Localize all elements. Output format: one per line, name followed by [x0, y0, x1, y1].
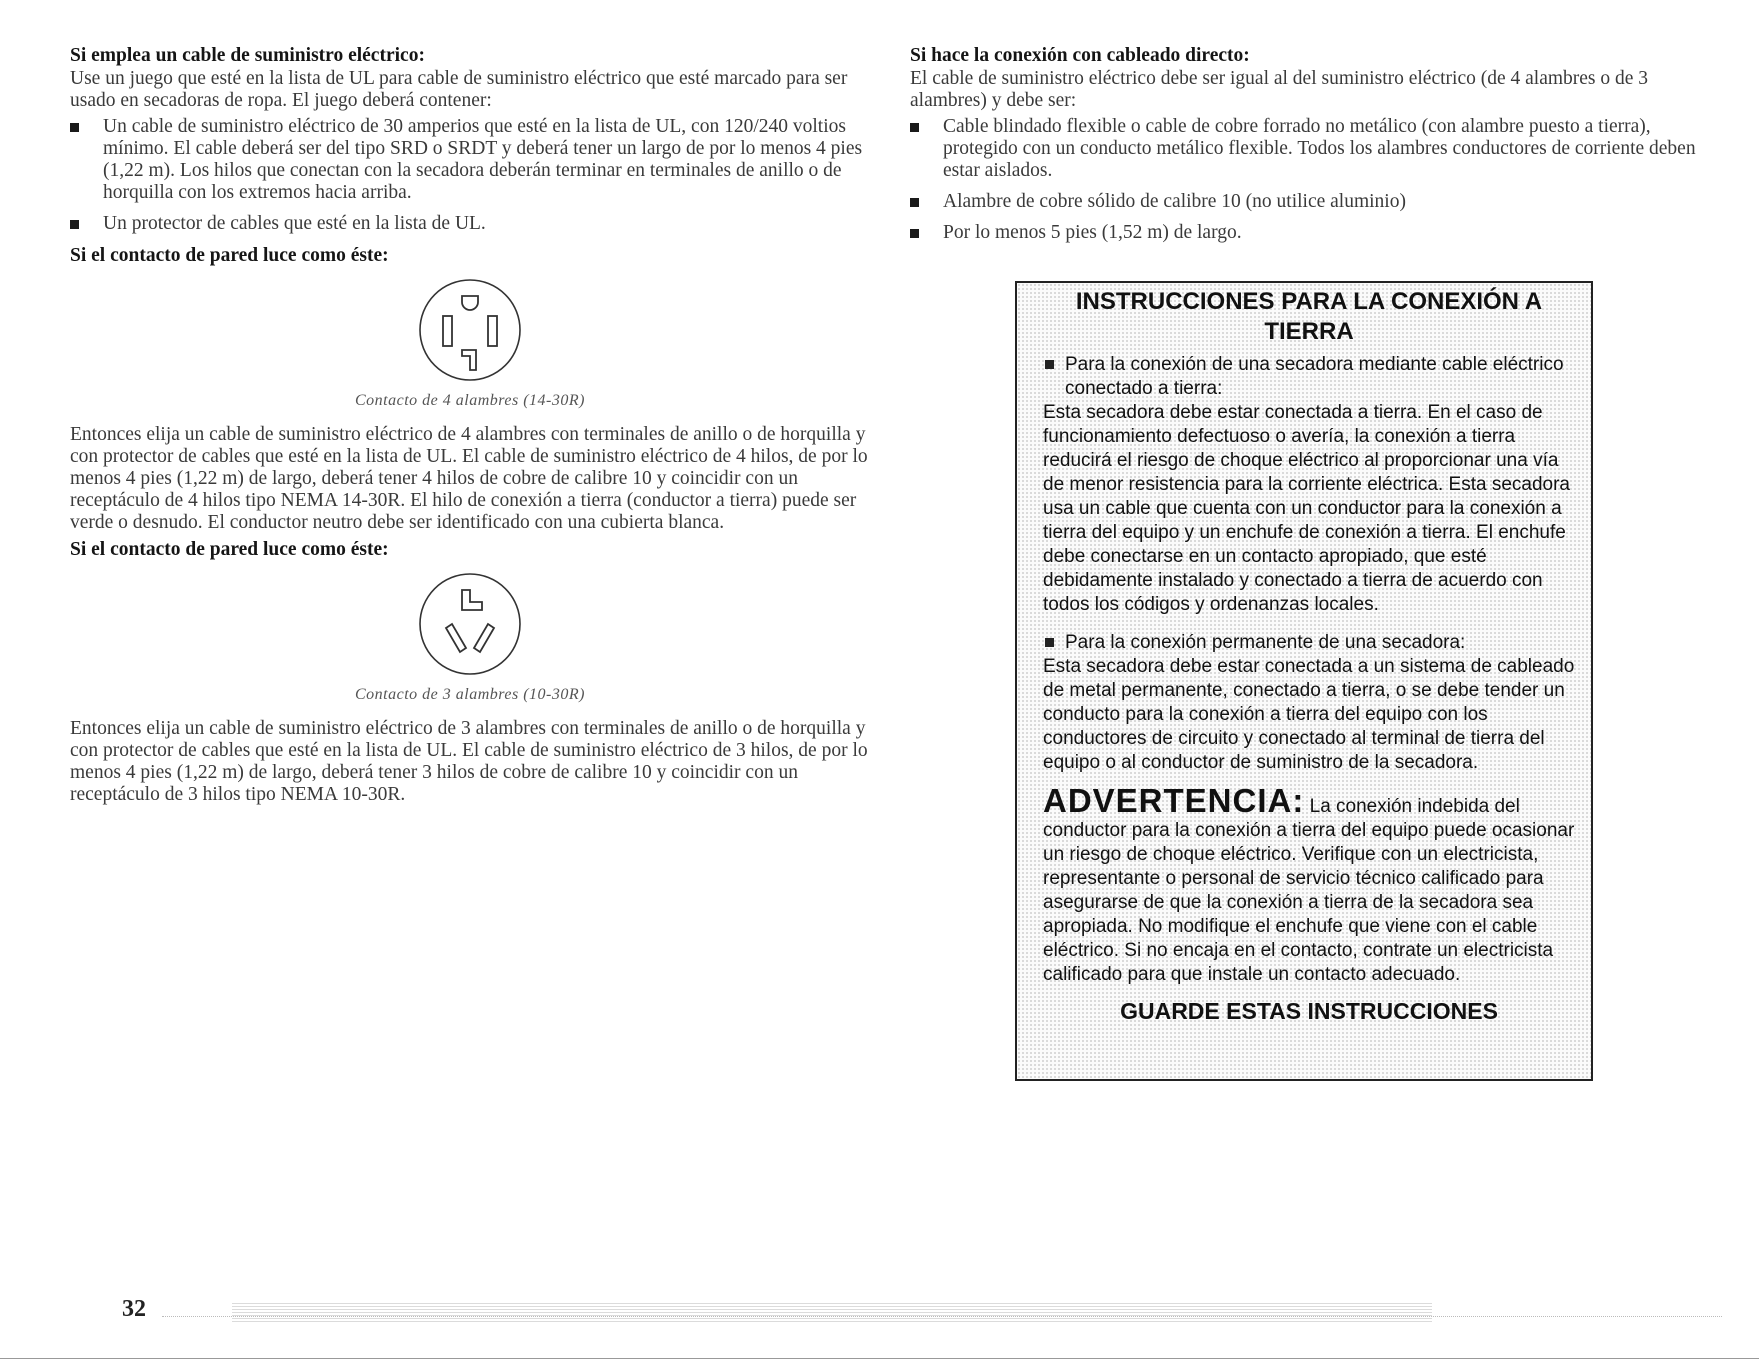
permanent-connection-lead: Para la conexión permanente de una secadora: — [1065, 632, 1466, 653]
grounded-cord-text: Esta secadora debe estar conectada a tierra. En el caso de funcionamiento defectuoso o avería, la conexión a tierra reducirá el riesgo de choque eléctrico al proporcionar una vía de menor resistencia para la corriente eléctrica. Esta secadora usa un cable que cuenta con un conductor para la conexión a tierra del equipo y un enchufe de conexión a tierra. El enchufe debe conectarse en un contacto apropiado, que esté debidamente instalado y conectado a tierra de acuerdo con todos los códigos y ordenanzas locales. — [1043, 402, 1570, 615]
power-cord-intro: Use un juego que esté en la lista de UL para cable de suministro eléctrico que esté marcado para ser usado en secadoras de ropa. El juego deberá contener: — [70, 68, 848, 111]
four-wire-caption: Contacto de 4 alambres (14-30R) — [355, 392, 585, 409]
bullet-icon — [910, 123, 919, 132]
save-instructions: GUARDE ESTAS INSTRUCCIONES — [1120, 998, 1498, 1024]
bullet-icon — [70, 123, 79, 132]
direct-wire-intro: El cable de suministro eléctrico debe ser igual al del suministro eléctrico (de 4 alambres o de 3 alambres) y debe ser: — [910, 68, 1649, 111]
three-wire-heading: Si el contacto de pared luce como éste: — [70, 539, 389, 560]
four-wire-heading: Si el contacto de pared luce como éste: — [70, 245, 389, 266]
direct-wire-list — [910, 116, 1710, 244]
left-column — [70, 44, 870, 808]
direct-wire-heading: Si hace la conexión con cableado directo: — [910, 45, 1250, 66]
list-item: Alambre de cobre sólido de calibre 10 (no utilice aluminio) — [910, 191, 1710, 213]
page-footer — [92, 1296, 1692, 1326]
grounded-cord-item — [1043, 353, 1575, 401]
warning-word: ADVERTENCIA: — [1043, 782, 1305, 819]
four-wire-receptacle-icon — [418, 278, 522, 382]
list-item: Un cable de suministro eléctrico de 30 amperios que esté en la lista de UL, con 120/240 voltios mínimo. El cable deberá ser del tipo SRD o SRDT y deberá tener un largo de por lo menos 4 pies (1,22 m). Los hilos que conectan con la secadora deberán terminar en terminales de anillo o de horquilla con los extremos hacia arriba. — [70, 116, 870, 204]
grounded-cord-lead: Para la conexión de una secadora mediante cable eléctrico conectado a tierra: — [1065, 354, 1564, 399]
permanent-connection-item — [1043, 631, 1575, 655]
three-wire-receptacle-icon — [418, 572, 522, 676]
four-wire-text: Entonces elija un cable de suministro eléctrico de 4 alambres con terminales de anillo o de horquilla y con protector de cables que esté en la lista de UL. El cable de suministro eléctrico de 4 hilos, de por lo menos 4 pies (1,22 m) de largo, deberá tener 4 hilos de cobre de calibre 10 y coincidir con un receptáculo de 4 hilos tipo NEMA 14-30R. El hilo de conexión a tierra (conductor a tierra) puede ser verde o desnudo. El conductor neutro debe ser identificado con una cubierta blanca. — [70, 424, 868, 533]
power-cord-heading: Si emplea un cable de suministro eléctrico: — [70, 45, 425, 66]
bottom-border — [0, 1358, 1759, 1359]
four-wire-receptacle-figure — [70, 278, 870, 382]
bullet-icon — [910, 229, 919, 238]
right-column — [910, 44, 1710, 253]
page-number: 32 — [122, 1296, 146, 1322]
warning-text: La conexión indebida del conductor para la conexión a tierra del equipo puede ocasionar un riesgo de choque eléctrico. Verifique con un electricista, representante o personal de servicio técnico calificado para asegurarse de que la conexión a tierra de la secadora sea apropiada. No modifique el enchufe que viene con el cable eléctrico. Si no encaja en el contacto, contrate un electricista calificado para que instale un contacto adecuado. — [1043, 796, 1575, 985]
warning-paragraph — [1043, 782, 1575, 987]
three-wire-caption: Contacto de 3 alambres (10-30R) — [355, 686, 585, 703]
three-wire-receptacle-figure — [70, 572, 870, 676]
permanent-connection-text: Esta secadora debe estar conectada a un sistema de cableado de metal permanente, conectado a tierra, o se debe tender un conducto para la conexión a tierra del equipo con los conductores de circuito y conectado al terminal de tierra del equipo o al conductor de suministro de la secadora. — [1043, 656, 1575, 773]
three-wire-text: Entonces elija un cable de suministro eléctrico de 3 alambres con terminales de anillo o de horquilla y con protector de cables que esté en la lista de UL. El cable de suministro eléctrico de 3 hilos, de por lo menos 4 pies (1,22 m) de largo, deberá tener 3 hilos de cobre de calibre 10 y coincidir con un receptáculo de 3 hilos tipo NEMA 10-30R. — [70, 718, 868, 805]
footer-decoration — [232, 1302, 1432, 1322]
list-item: Cable blindado flexible o cable de cobre forrado no metálico (con alambre puesto a tierra), protegido con un conducto metálico flexible. Todos los alambres conductores de corriente deben estar aislados. — [910, 116, 1710, 182]
power-cord-list — [70, 116, 870, 235]
grounding-instructions-box — [1015, 281, 1593, 1081]
list-item: Un protector de cables que esté en la lista de UL. — [70, 213, 870, 235]
bullet-icon — [1045, 360, 1054, 369]
bullet-icon — [70, 220, 79, 229]
list-item: Por lo menos 5 pies (1,52 m) de largo. — [910, 222, 1710, 244]
grounding-title: INSTRUCCIONES PARA LA CONEXIÓN A TIERRA — [1075, 288, 1543, 345]
bullet-icon — [910, 198, 919, 207]
bullet-icon — [1045, 638, 1054, 647]
